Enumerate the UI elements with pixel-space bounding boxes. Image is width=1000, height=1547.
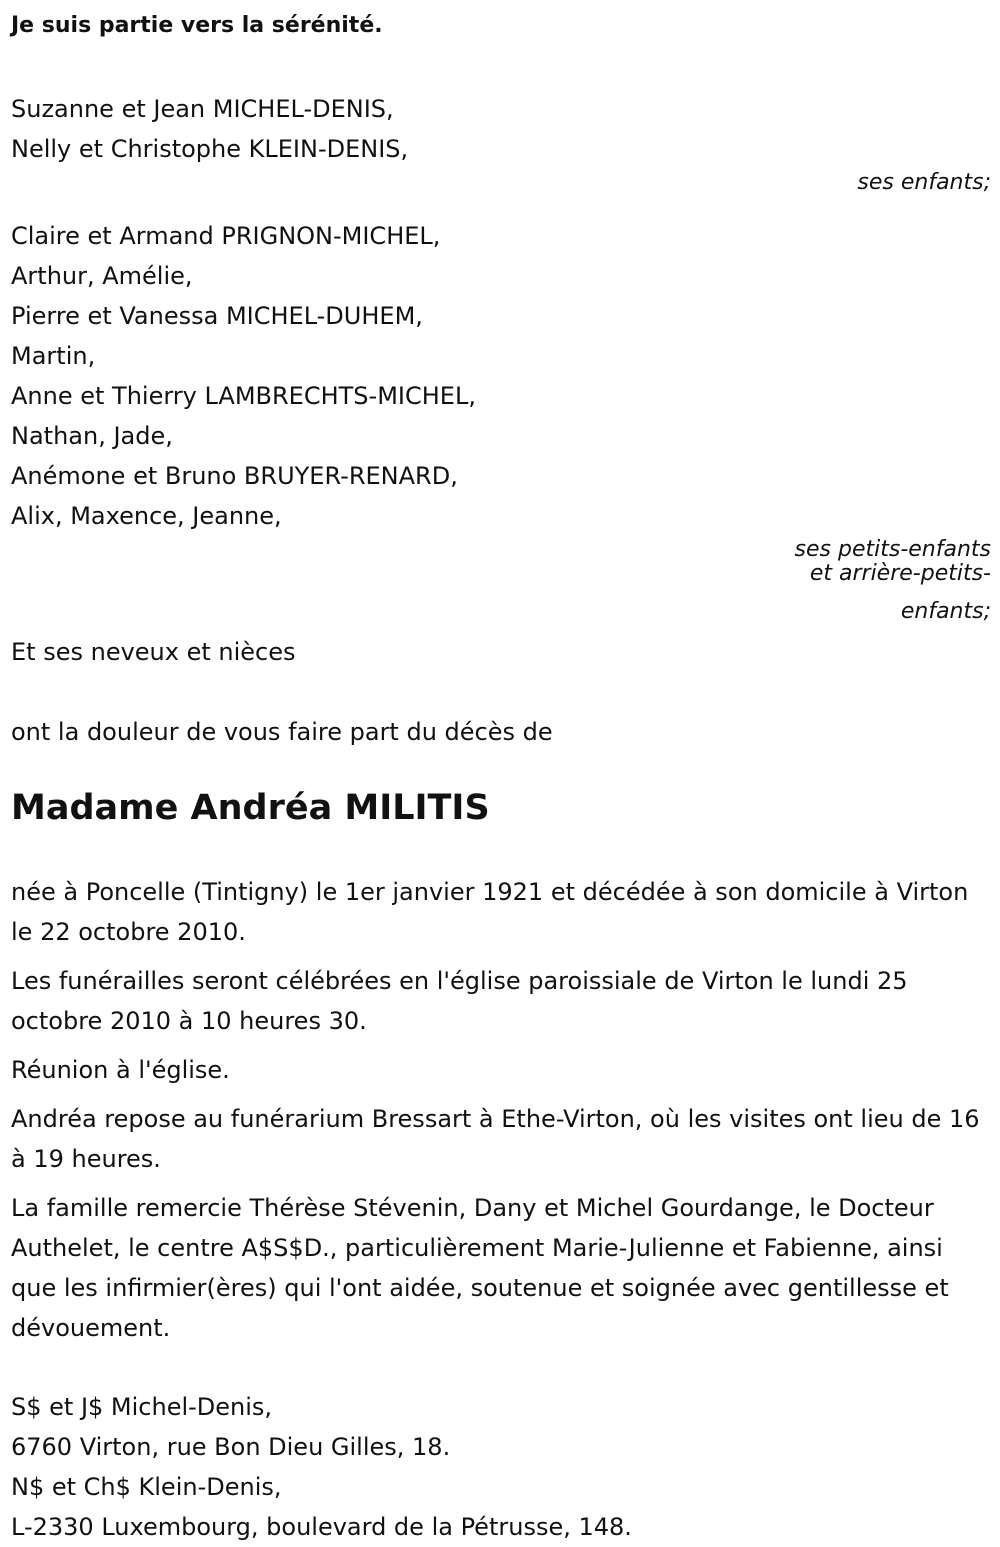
birth-death-paragraph: née à Poncelle (Tintigny) le 1er janvier 1921 et décédée à son domicile à Virton le 22 octobre 2010.	[11, 878, 969, 946]
meeting-paragraph: Réunion à l'église.	[11, 1056, 230, 1084]
children-name: Nelly et Christophe KLEIN-DENIS,	[11, 135, 409, 163]
role-grandchildren-line: ses petits-enfants	[794, 537, 991, 562]
role-grandchildren-line: enfants;	[900, 599, 991, 624]
address-line: N$ et Ch$ Klein-Denis,	[11, 1473, 282, 1501]
announcement-line: ont la douleur de vous faire part du décès de	[11, 718, 553, 746]
obituary-notice	[11, 0, 991, 1547]
visitation-paragraph: Andréa repose au funérarium Bressart à Ethe-Virton, où les visites ont lieu de 16 à 19 heures.	[11, 1105, 980, 1173]
children-name: Suzanne et Jean MICHEL-DENIS,	[11, 95, 394, 123]
role-grandchildren	[11, 538, 991, 624]
grandchildren-name: Martin,	[11, 342, 96, 370]
grandchildren-name: Anémone et Bruno BRUYER-RENARD,	[11, 462, 458, 490]
address-block	[11, 1387, 991, 1547]
role-children: ses enfants;	[857, 170, 991, 195]
grandchildren-name: Nathan, Jade,	[11, 422, 173, 450]
grandchildren-name: Pierre et Vanessa MICHEL-DUHEM,	[11, 302, 423, 330]
grandchildren-list	[11, 216, 991, 536]
children-list	[11, 89, 991, 169]
address-line: 6760 Virton, rue Bon Dieu Gilles, 18.	[11, 1433, 451, 1461]
epigraph: Je suis partie vers la sérénité.	[11, 13, 383, 38]
address-line: L-2330 Luxembourg, boulevard de la Pétrusse, 148.	[11, 1513, 632, 1541]
thanks-paragraph: La famille remercie Thérèse Stévenin, Dany et Michel Gourdange, le Docteur Authelet, le centre A$S$D., particulièrement Marie-Julienne et Fabienne, ainsi que les infirmier(ères) qui l'ont aidée, soutenue et soignée avec gentillesse et dévouement.	[11, 1194, 949, 1342]
address-line: S$ et J$ Michel-Denis,	[11, 1393, 273, 1421]
grandchildren-name: Alix, Maxence, Jeanne,	[11, 502, 282, 530]
role-grandchildren-line: et arrière-petits-	[809, 561, 991, 586]
grandchildren-name: Claire et Armand PRIGNON-MICHEL,	[11, 222, 441, 250]
deceased-name: Madame Andréa MILITIS	[11, 788, 490, 828]
nephews-line: Et ses neveux et nièces	[11, 638, 296, 666]
grandchildren-name: Arthur, Amélie,	[11, 262, 193, 290]
grandchildren-name: Anne et Thierry LAMBRECHTS-MICHEL,	[11, 382, 476, 410]
funeral-paragraph: Les funérailles seront célébrées en l'église paroissiale de Virton le lundi 25 octobre 2010 à 10 heures 30.	[11, 967, 908, 1035]
